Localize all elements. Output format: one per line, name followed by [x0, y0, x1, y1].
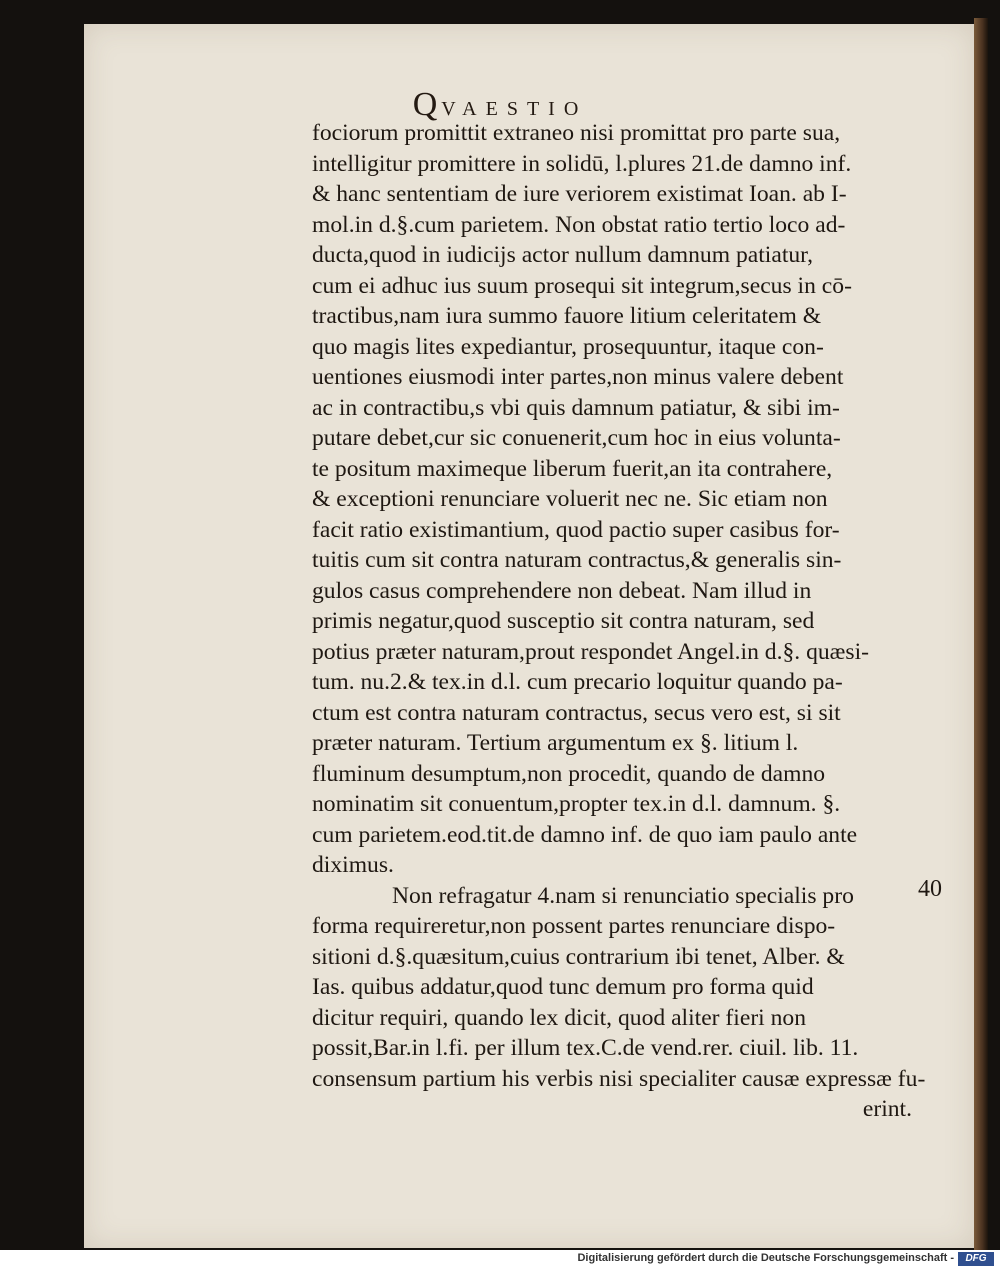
- page-edge: [974, 18, 988, 1250]
- footer-bar: [0, 1250, 1000, 1269]
- text-line: tractibus,nam iura summo fauore litium celeritatem &: [312, 303, 822, 329]
- text-line: mol.in d.§.cum parietem. Non obstat ratio tertio loco ad-: [312, 211, 846, 238]
- footer-credit: Digitalisierung gefördert durch die Deutsche Forschungsgemeinschaft -: [577, 1252, 954, 1264]
- marginal-number: 40: [918, 876, 942, 902]
- text-line: erint.: [862, 1096, 912, 1122]
- text-line: quo magis lites expediantur, prosequuntur, itaque con-: [312, 333, 824, 360]
- text-line: ac in contractibu,s vbi quis damnum patiatur, & sibi im-: [312, 394, 840, 421]
- text-line: & exceptioni renunciare voluerit nec ne. Sic etiam non: [312, 486, 828, 512]
- body-text: [312, 118, 926, 1125]
- text-line: & hanc sententiam de iure veriorem existimat Ioan. ab I-: [312, 181, 847, 207]
- text-line: facit ratio existimantium, quod pactio super casibus for-: [312, 516, 840, 543]
- text-line: consensum partium his verbis nisi specialiter causæ expressæ fu-: [312, 1065, 926, 1092]
- running-head-initial: Q: [412, 86, 442, 123]
- text-line: te positum maximeque liberum fuerit,an ita contrahere,: [312, 455, 833, 482]
- text-line: gulos casus comprehendere non debeat. Nam illud in: [312, 577, 812, 604]
- running-head-rest: VAESTIO: [441, 98, 588, 120]
- text-line: ctum est contra naturam contractus, secus vero est, si sit: [312, 699, 841, 726]
- text-line: præter naturam. Tertium argumentum ex §. litium l.: [312, 730, 799, 756]
- dfg-logo: DFG: [958, 1252, 994, 1266]
- text-line: sitioni d.§.quæsitum,cuius contrarium ibi tenet, Alber. &: [312, 943, 845, 970]
- text-line: putare debet,cur sic conuenerit,cum hoc in eius volunta-: [312, 425, 841, 451]
- text-line: dicitur requiri, quando lex dicit, quod aliter fieri non: [312, 1004, 807, 1031]
- text-line: nominatim sit conuentum,propter tex.in d.l. damnum. §.: [312, 791, 841, 817]
- text-line: Non refragatur 4.nam si renunciatio specialis pro: [392, 882, 854, 909]
- text-line: cum ei adhuc ius suum prosequi sit integrum,secus in cō-: [312, 272, 852, 299]
- text-line: tuitis cum sit contra naturam contractus,& generalis sin-: [312, 547, 842, 573]
- text-line: tum. nu.2.& tex.in d.l. cum precario loquitur quando pa-: [312, 669, 843, 695]
- text-line: intelligitur promittere in solidū, l.plures 21.de damno inf.: [312, 150, 852, 177]
- text-line: cum parietem.eod.tit.de damno inf. de quo iam paulo ante: [312, 821, 858, 848]
- text-line: primis negatur,quod susceptio sit contra naturam, sed: [312, 608, 815, 634]
- text-line: forma requireretur,non possent partes renunciare dispo-: [312, 913, 836, 939]
- text-line: fociorum promittit extraneo nisi promittat pro parte sua,: [312, 120, 841, 146]
- text-line: uentiones eiusmodi inter partes,non minus valere debent: [312, 364, 844, 390]
- text-line: possit,Bar.in l.fi. per illum tex.C.de vend.rer. ciuil. lib. 11.: [312, 1035, 859, 1061]
- text-line: ducta,quod in iudicijs actor nullum damnum patiatur,: [312, 242, 813, 268]
- text-line: potius præter naturam,prout respondet Angel.in d.§. quæsi-: [312, 638, 869, 665]
- text-line: diximus.: [312, 852, 394, 878]
- text-line: fluminum desumptum,non procedit, quando de damno: [312, 760, 826, 787]
- text-line: Ias. quibus addatur,quod tunc demum pro forma quid: [312, 974, 814, 1000]
